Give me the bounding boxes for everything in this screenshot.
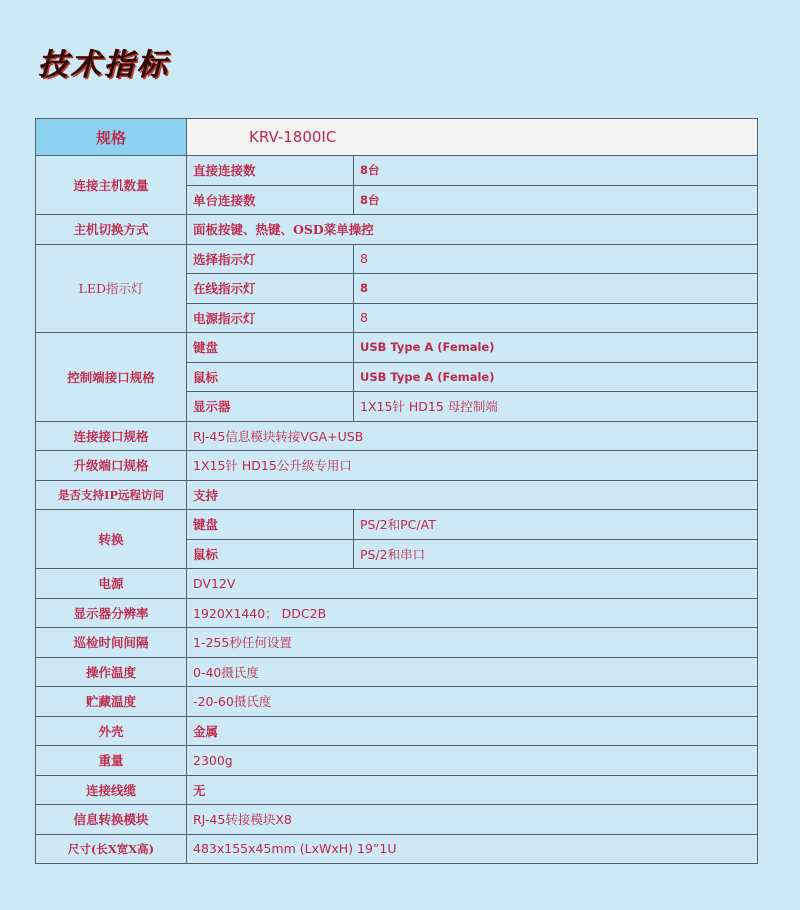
housing-value: 金属: [187, 716, 758, 746]
table-row: [36, 244, 758, 274]
console-mouse-value: USB Type A (Female): [354, 362, 758, 392]
table-row: [36, 834, 758, 864]
console-display-label: 显示器: [187, 392, 354, 422]
power-value: DV12V: [187, 569, 758, 599]
scan-interval-label: 巡检时间间隔: [36, 628, 187, 658]
housing-label: 外壳: [36, 716, 187, 746]
convert-keyboard-label: 键盘: [187, 510, 354, 540]
host-count-label: 连接主机数量: [36, 156, 187, 215]
connect-port-value: RJ-45信息模块转接VGA+USB: [187, 421, 758, 451]
online-led-label: 在线指示灯: [187, 274, 354, 304]
table-row: [36, 628, 758, 658]
table-row: [36, 451, 758, 481]
single-connect-value: 8台: [354, 185, 758, 215]
console-mouse-label: 鼠标: [187, 362, 354, 392]
direct-connect-value: 8台: [354, 156, 758, 186]
spec-table: [35, 118, 758, 864]
select-led-label: 选择指示灯: [187, 244, 354, 274]
op-temp-label: 操作温度: [36, 657, 187, 687]
cable-value: 无: [187, 775, 758, 805]
console-keyboard-value: USB Type A (Female): [354, 333, 758, 363]
table-row: [36, 687, 758, 717]
size-value: 483x155x45mm (LxWxH) 19”1U: [187, 834, 758, 864]
direct-connect-label: 直接连接数: [187, 156, 354, 186]
switching-value: 面板按键、热键、OSD菜单操控: [187, 215, 758, 245]
cable-label: 连接线缆: [36, 775, 187, 805]
table-row: [36, 480, 758, 510]
table-row: [36, 333, 758, 363]
ip-remote-label: 是否支持IP远程访问: [36, 480, 187, 510]
console-label: 控制端接口规格: [36, 333, 187, 422]
console-keyboard-label: 键盘: [187, 333, 354, 363]
table-row: [36, 775, 758, 805]
storage-temp-value: -20-60摄氏度: [187, 687, 758, 717]
led-label: LED指示灯: [36, 244, 187, 333]
power-led-label: 电源指示灯: [187, 303, 354, 333]
scan-interval-value: 1-255秒任何设置: [187, 628, 758, 658]
select-led-value: 8: [354, 244, 758, 274]
table-row: [36, 569, 758, 599]
convert-keyboard-value: PS/2和PC/AT: [354, 510, 758, 540]
table-row: [36, 119, 758, 156]
convert-mouse-label: 鼠标: [187, 539, 354, 569]
table-row: [36, 156, 758, 186]
convert-mouse-value: PS/2和串口: [354, 539, 758, 569]
table-row: [36, 598, 758, 628]
page-title: 技术指标: [38, 48, 170, 83]
op-temp-value: 0-40摄氏度: [187, 657, 758, 687]
connect-port-label: 连接接口规格: [36, 421, 187, 451]
header-model: KRV-1800IC: [187, 119, 758, 156]
table-row: [36, 510, 758, 540]
table-row: [36, 716, 758, 746]
storage-temp-label: 贮藏温度: [36, 687, 187, 717]
table-row: [36, 421, 758, 451]
header-label: 规格: [36, 119, 187, 156]
table-row: [36, 805, 758, 835]
table-row: [36, 215, 758, 245]
single-connect-label: 单台连接数: [187, 185, 354, 215]
resolution-value: 1920X1440； DDC2B: [187, 598, 758, 628]
online-led-value: 8: [354, 274, 758, 304]
resolution-label: 显示器分辨率: [36, 598, 187, 628]
console-display-value: 1X15针 HD15 母控制端: [354, 392, 758, 422]
power-led-value: 8: [354, 303, 758, 333]
power-label: 电源: [36, 569, 187, 599]
weight-label: 重量: [36, 746, 187, 776]
module-label: 信息转换模块: [36, 805, 187, 835]
convert-label: 转换: [36, 510, 187, 569]
upgrade-port-label: 升级端口规格: [36, 451, 187, 481]
ip-remote-value: 支持: [187, 480, 758, 510]
switching-label: 主机切换方式: [36, 215, 187, 245]
upgrade-port-value: 1X15针 HD15公升级专用口: [187, 451, 758, 481]
size-label: 尺寸(长X宽X高): [36, 834, 187, 864]
table-row: [36, 657, 758, 687]
module-value: RJ-45转接模块X8: [187, 805, 758, 835]
weight-value: 2300g: [187, 746, 758, 776]
table-row: [36, 746, 758, 776]
